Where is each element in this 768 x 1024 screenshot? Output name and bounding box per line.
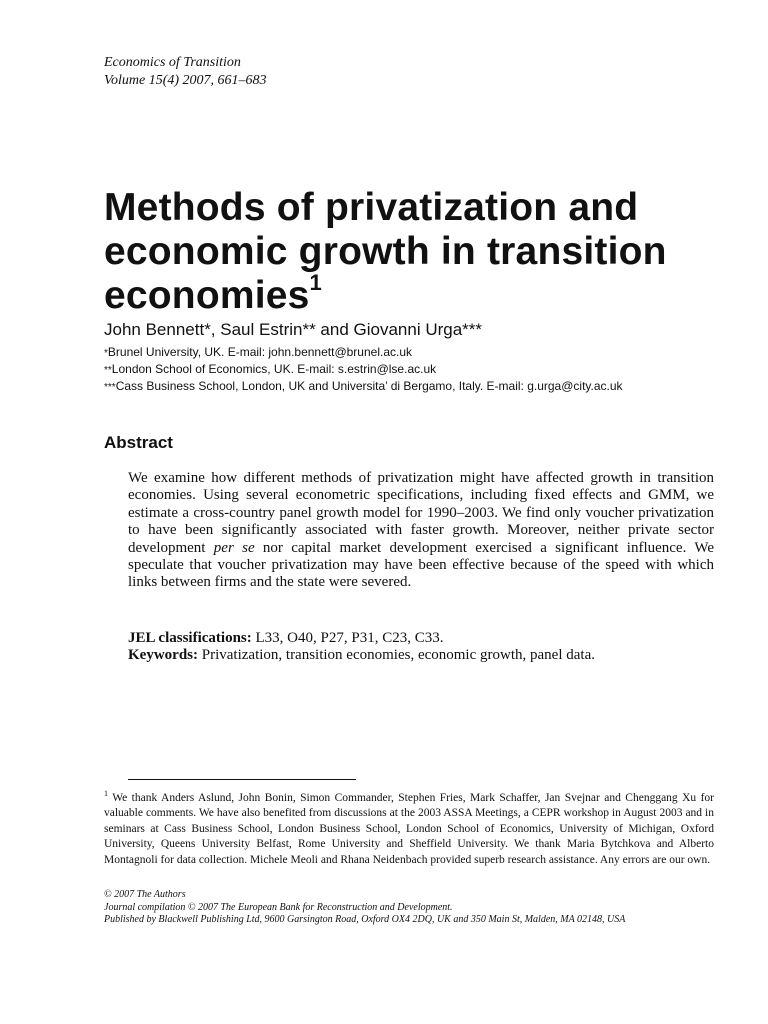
footnote [104, 786, 714, 868]
footnote-divider [128, 779, 356, 780]
journal-name: Economics of Transition [104, 55, 241, 70]
copyright-block [104, 889, 714, 927]
copyright-line-1: © 2007 The Authors [104, 889, 186, 900]
article-title-text: Methods of privatization and economic growth in transition economies [104, 186, 667, 317]
affiliation-2 [104, 361, 436, 379]
affiliation-mark: *** [104, 382, 116, 393]
journal-header [104, 54, 267, 90]
jel-codes: L33, O40, P27, P31, C23, C33. [251, 630, 444, 646]
footnote-mark: 1 [104, 789, 108, 798]
affiliation-text: Brunel University, UK. E-mail: john.bennett@brunel.ac.uk [107, 345, 413, 359]
footnote-text: We thank Anders Aslund, John Bonin, Simon Commander, Stephen Fries, Mark Schaffer, Jan Svejnar and Chenggang Xu for valuable comments. We have also benefited from discussions at the 2003 ASSA Meetings, a CEPR workshop in August 2003 and in seminars at Cass Business School, London Business School, London School of Economics, University of Michigan, Oxford University, Queens University Belfast, Rome University and Sheffield University. We thank Maria Bytchkova and Alberto Montagnoli for data collection. Michele Meoli and Rhana Neidenbach provided superb research assistance. Any errors are our own. [104, 791, 714, 866]
title-footnote-mark: 1 [309, 270, 322, 295]
keywords-list: Privatization, transition economies, economic growth, panel data. [198, 647, 595, 664]
copyright-line-3: Published by Blackwell Publishing Ltd, 9600 Garsington Road, Oxford OX4 2DQ, UK and 350 Main St, Malden, MA 02148, USA [104, 914, 626, 925]
article-title [104, 186, 724, 318]
affiliation-1 [104, 344, 412, 362]
affiliation-3 [104, 378, 623, 396]
affiliation-text: Cass Business School, London, UK and Universita’ di Bergamo, Italy. E-mail: g.urga@city.ac.uk [115, 379, 623, 393]
abstract-body [128, 470, 714, 592]
author-list: John Bennett*, Saul Estrin** and Giovanni Urga*** [104, 320, 483, 339]
copyright-line-2: Journal compilation © 2007 The European Bank for Reconstruction and Development. [104, 901, 453, 913]
abstract-italic-term: per se [213, 539, 255, 556]
keywords-label: Keywords: [128, 647, 198, 664]
affiliation-text: London School of Economics, UK. E-mail: s.estrin@lse.ac.uk [111, 362, 437, 376]
abstract-text-part-1: We examine how different methods of privatization might have affected growth in transition economies. Using several econometric specifications, including fixed effects and GMM, we estimate a cross-country panel growth model for 1990–2003. We find only voucher privatization to have been significantly associated with faster growth. Moreover, neither private sector development [128, 470, 714, 556]
abstract-heading: Abstract [104, 433, 173, 452]
jel-label: JEL classifications: [128, 630, 252, 646]
jel-line [128, 630, 714, 647]
affiliation-mark: * [104, 348, 108, 359]
journal-volume: Volume 15(4) 2007, 661–683 [104, 73, 267, 88]
abstract-text-part-2: nor capital market development exercised a significant influence. We speculate that voucher privatization may have been effective because of the speed with which links between firms and the state were severed. [128, 539, 714, 591]
affiliation-mark: ** [104, 365, 112, 376]
keywords-line [128, 647, 714, 664]
classification-block [128, 630, 714, 665]
